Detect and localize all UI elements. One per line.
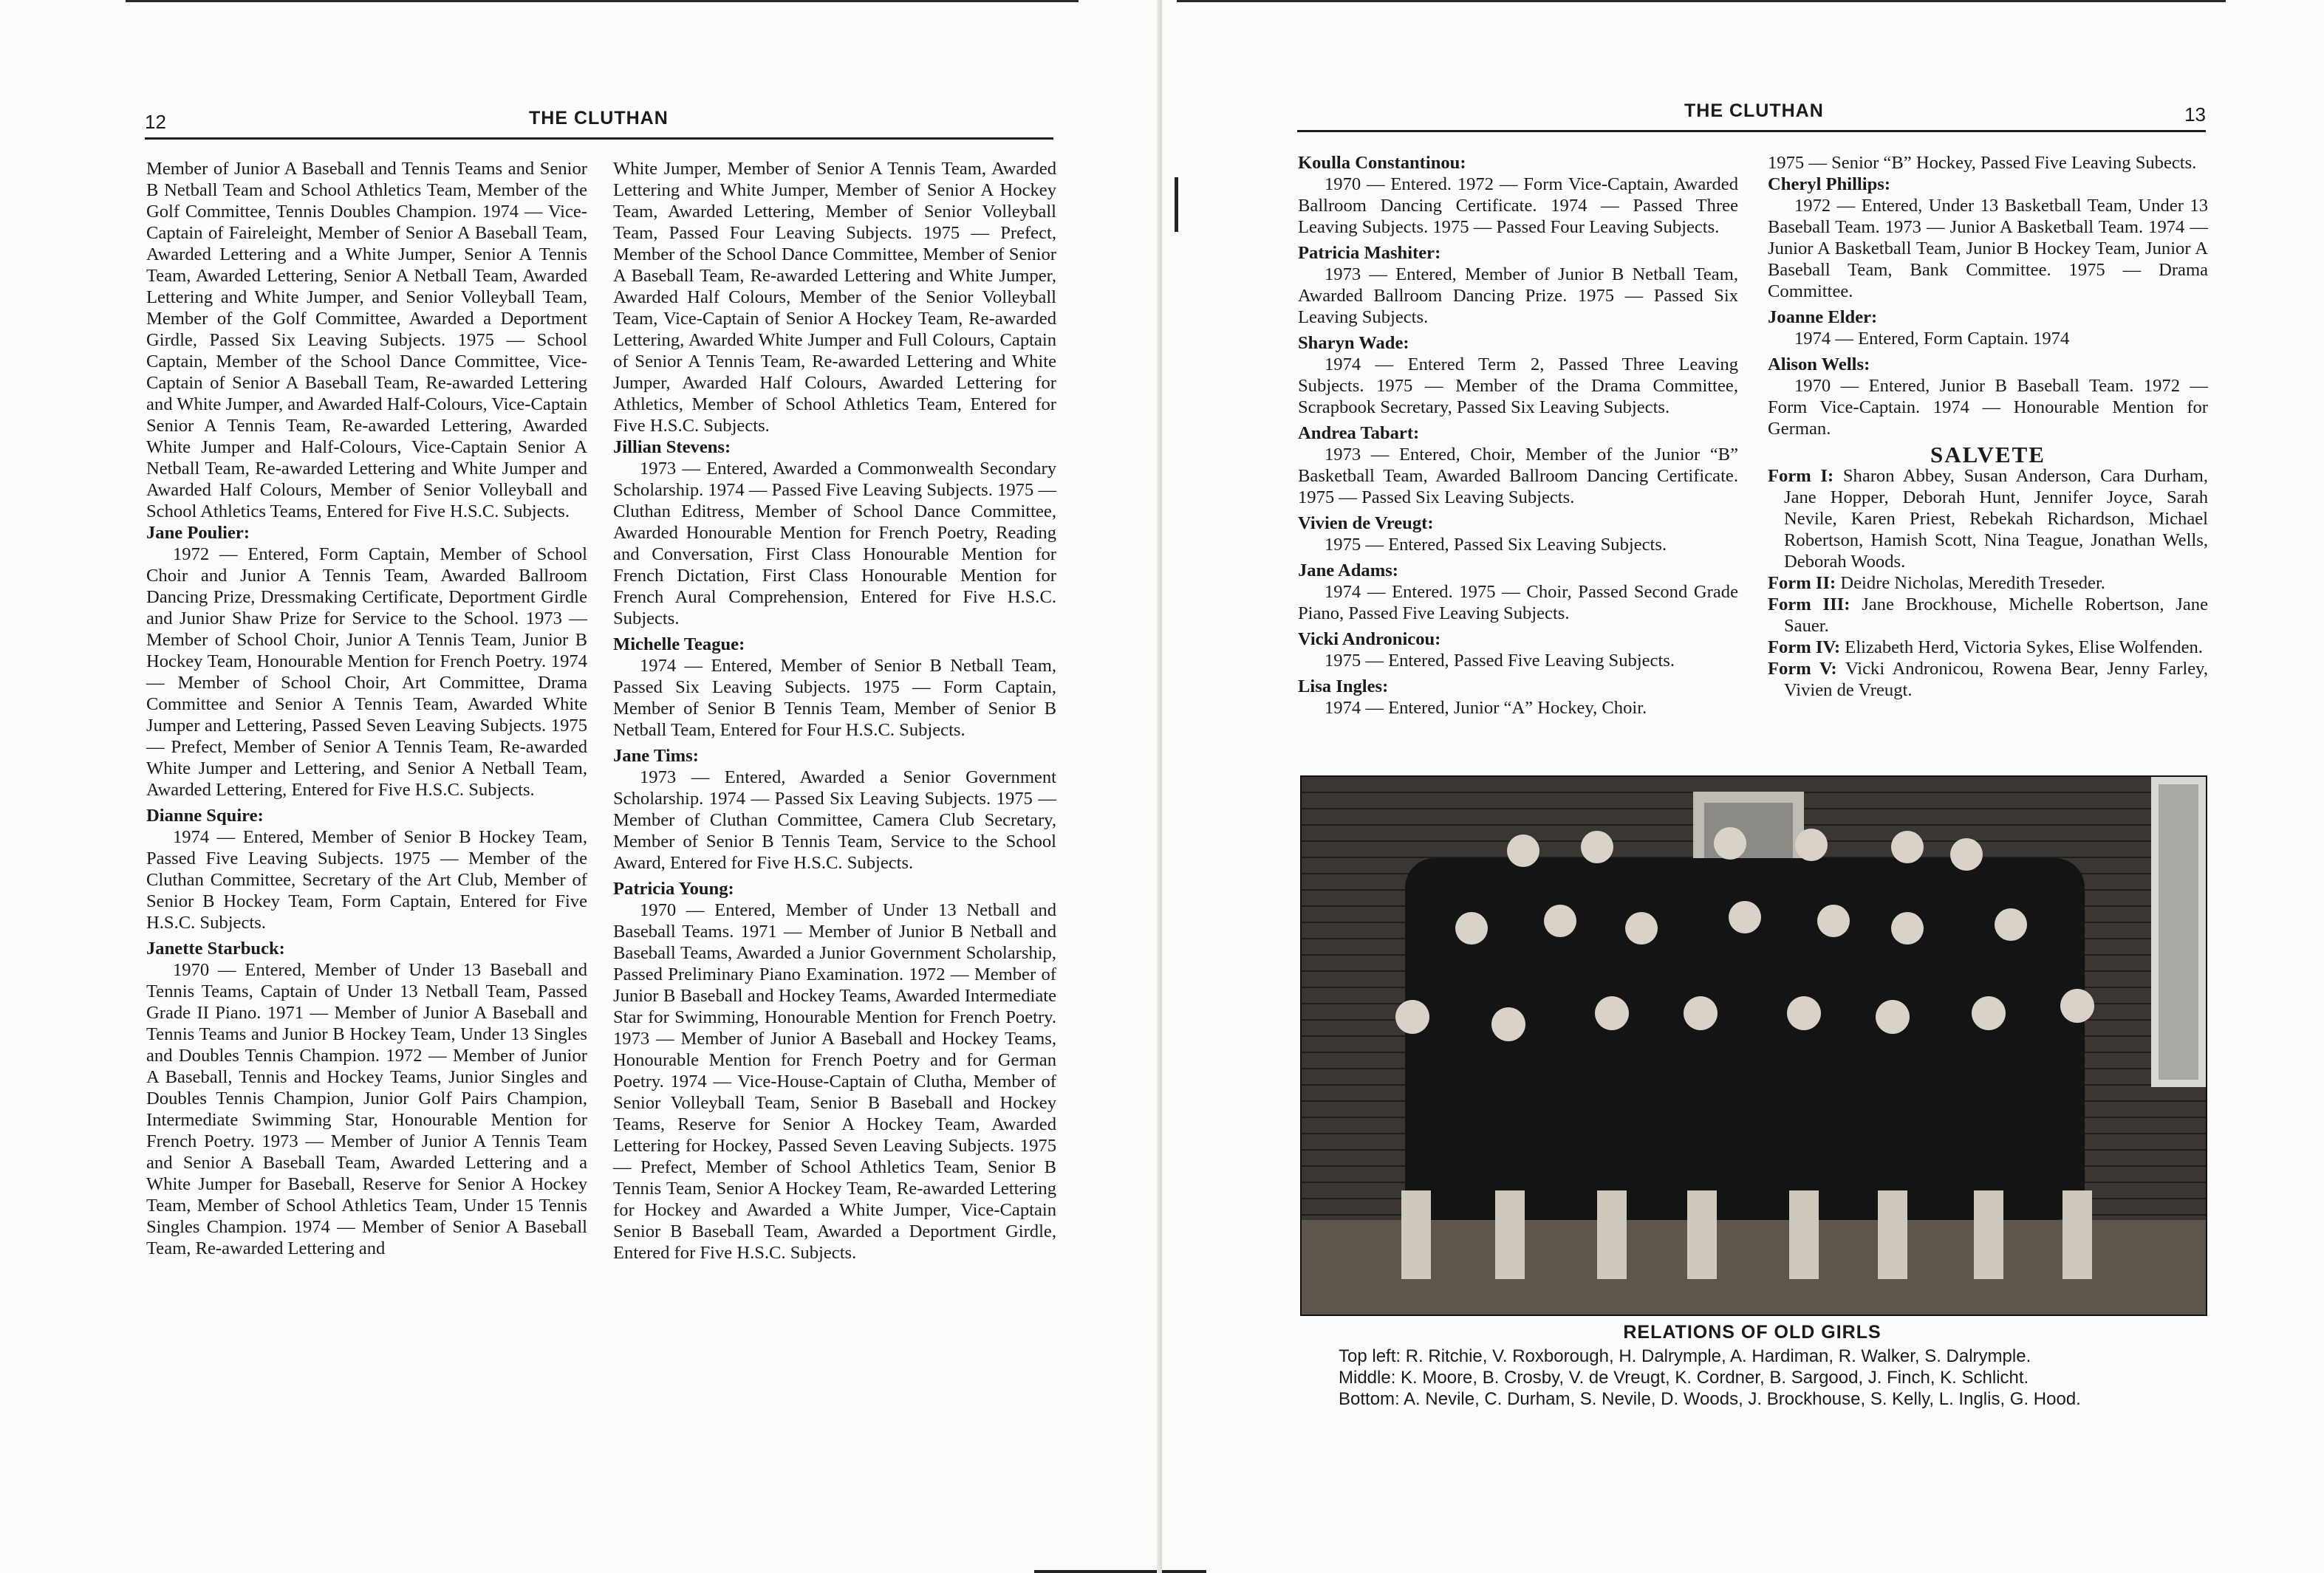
salvete-form-line [1768,637,2208,658]
entry-name: Janette Starbuck: [146,939,285,959]
entry-block [1298,628,1738,671]
photo-caption-title: RELATIONS OF OLD GIRLS [1623,1322,1882,1343]
form-names: Deidre Nicholas, Meredith Treseder. [1840,573,2105,593]
entry-name: Vivien de Vreugt: [1298,513,1434,533]
entry-name: Vicki Andronicou: [1298,629,1441,649]
entry-block [1298,242,1738,328]
entry-text: 1970 — Entered, Member of Under 13 Baseball and Tennis Teams, Captain of Under 13 Netball Team, Passed Grade II Piano. 1971 — Member of Junior A Baseball and Tennis Teams and Junior B Hockey Team, Under 13 Singles and Doubles Tennis Champion. 1972 — Member of Junior A Baseball, Tennis and Hockey Teams, Junior Singles and Doubles Tennis Champion, Junior Golf Pairs Champion, Intermediate Swimming Star, Honourable Mention for French Poetry. 1973 — Member of Junior A Tennis Team and Senior A Baseball Team, Awarded Lettering and a White Jumper for Baseball, Reserve for Senior A Hockey Team, Member of School Athletics Team, Under 15 Tennis Singles Champion. 1974 — Member of Senior A Baseball Team, Re-awarded Lettering and [146,960,587,1258]
entry-text: 1973 — Entered, Choir, Member of the Junior “B” Basketball Team, Awarded Ballroom Dancing Certificate. 1975 — Passed Six Leaving Subjects. [1298,445,1738,507]
entry-block [1298,513,1738,555]
entry-text: 1974 — Entered, Member of Senior B Hockey Team, Passed Five Leaving Subjects. 1975 — Member of the Cluthan Committee, Secretary of the Art Club, Member of Senior B Hockey Team, Form Captain, Entered for Five H.S.C. Subjects. [146,827,587,933]
form-names: Vicki Andronicou, Rowena Bear, Jenny Farley, Vivien de Vreugt. [1784,659,2208,700]
salvete-heading: SALVETE [1930,442,2046,467]
entry-text: 1975 — Entered, Passed Six Leaving Subjects. [1325,535,1667,555]
entry-text: 1970 — Entered, Junior B Baseball Team. 1972 — Form Vice-Captain. 1974 — Honourable Mention for German. [1768,376,2208,439]
caption-line: Middle: K. Moore, B. Crosby, V. de Vreugt, K. Cordner, B. Sargood, J. Finch, K. Schlicht. [1339,1368,2029,1388]
page-header-left [145,108,1053,140]
entry-name: Andrea Tabart: [1298,423,1420,443]
form-names: Sharon Abbey, Susan Anderson, Cara Durham, Jane Hopper, Deborah Hunt, Jennifer Joyce, Sarah Nevile, Karen Priest, Rebekah Richardson, Michael Robertson, Hamish Scott, Nina Teague, Jonathan Wells, Deborah Woods. [1784,466,2208,572]
entry-name: Patricia Mashiter: [1298,243,1441,263]
form-label: Form III: [1768,594,1850,614]
entry-text: 1970 — Entered. 1972 — Form Vice-Captain, Awarded Ballroom Dancing Certificate. 1974 — Passed Three Leaving Subjects. 1975 — Passed Four Leaving Subjects. [1298,174,1738,237]
entry-name: Patricia Young: [613,879,734,899]
entry-text: 1974 — Entered, Junior “A” Hockey, Choir. [1325,698,1647,718]
caption-line: Top left: R. Ritchie, V. Roxborough, H. Dalrymple, A. Hardiman, R. Walker, S. Dalrymple. [1339,1346,2031,1366]
entry-block [613,634,1056,741]
entry-text: 1970 — Entered, Member of Under 13 Netball and Baseball Teams. 1971 — Member of Junior B Netball and Baseball Teams, Awarded a Junior Government Scholarship, Passed Preliminary Piano Examination. 1972 — Member of Junior B Baseball and Hockey Teams, Awarded Intermediate Star for Swimming, Honourable Mention for French Poetry. 1973 — Member of Junior A Baseball and Hockey Teams, Honourable Mention for French Poetry and for German Poetry. 1974 — Vice-House-Captain of Clutha, Member of Senior Volleyball Team, Senior B Baseball and Hockey Teams, Reserve for Senior A Hockey Team, Awarded Lettering for Hockey, Passed Seven Leaving Subjects. 1975 — Prefect, Member of School Athletics Team, Senior B Tennis Team, Senior A Hockey Team, Re-awarded Lettering for Hockey and Awarded a White Jumper, Vice-Captain Senior B Baseball Team, Awarded a Deportment Girdle, Entered for Five H.S.C. Subjects. [613,900,1056,1263]
entry-name: Joanne Elder: [1768,307,1878,327]
top-edge-rule [1177,0,2226,2]
running-head: THE CLUTHAN [1684,100,1824,121]
entry-block [1768,306,2208,349]
entry-name: Michelle Teague: [613,634,745,654]
entry-block [1298,560,1738,624]
crop-mark [1175,177,1178,232]
top-edge-rule [126,0,1079,2]
bottom-edge-rule [1162,1570,1206,1573]
form-names: Elizabeth Herd, Victoria Sykes, Elise Wolfenden. [1845,637,2203,657]
entry-text: 1973 — Entered, Awarded a Commonwealth Secondary Scholarship. 1974 — Passed Five Leaving Subjects. 1975 — Cluthan Editress, Member of School Dance Committee, Awarded Honourable Mention for French Poetry, Reading and Conversation, First Class Honourable Mention for French Dictation, First Class Honourable Mention for French Aural Comprehension, Entered for Five H.S.C. Subjects. [613,459,1056,628]
entry-block [146,805,587,933]
form-names: Jane Brockhouse, Michelle Robertson, Jane Sauer. [1784,594,2208,636]
entry-name: Alison Wells: [1768,354,1870,374]
group-photo-illustration [1302,777,2206,1315]
left-column-1 [146,158,587,1264]
page-header-right [1297,100,2206,132]
page-number: 12 [145,111,166,133]
entry-text: 1972 — Entered, Form Captain, Member of School Choir and Junior A Tennis Team, Awarded Ballroom Dancing Prize, Dressmaking Certificate, Deportment Girdle and Junior Shaw Prize for Service to the School. 1973 — Member of School Choir, Junior A Tennis Team, Junior B Hockey Team, Honourable Mention for French Poetry. 1974 — Member of School Choir, Art Committee, Drama Committee and Senior A Tennis Team, Awarded White Jumper and Lettering, Passed Seven Leaving Subjects. 1975 — Prefect, Member of Senior A Tennis Team, Re-awarded White Jumper and Lettering, and Senior A Netball Team, Awarded Lettering, Entered for Five H.S.C. Subjects. [146,544,587,800]
entry-name: Jane Adams: [1298,561,1398,580]
left-column-2 [613,158,1056,1268]
entry-block [613,878,1056,1264]
entry-continuation: White Jumper, Member of Senior A Tennis Team, Awarded Lettering and White Jumper, Member of Senior A Hockey Team, Awarded Lettering, Member of Senior Volleyball Team, Passed Four Leaving Subjects. 1975 — Prefect, Member of the School Dance Committee, Member of Senior A Baseball Team, Re-awarded Lettering and White Jumper, Awarded Half Colours, Member of the Senior Volleyball Team, Vice-Captain of Senior A Hockey Team, Re-awarded Lettering, Awarded White Jumper and Full Colours, Captain of Senior A Tennis Team, Re-awarded Lettering and White Jumper, Awarded Half Colours, Awarded Lettering for Athletics, Member of School Athletics Team, Entered for Five H.S.C. Subjects. [613,159,1056,436]
entry-block [1768,354,2208,439]
entry-block [146,522,587,801]
entry-name: Lisa Ingles: [1298,676,1389,696]
entry-name: Dianne Squire: [146,806,264,826]
entry-text: 1974 — Entered Term 2, Passed Three Leaving Subjects. 1975 — Member of the Drama Committee, Scrapbook Secretary, Passed Six Leaving Subjects. [1298,354,1738,417]
form-label: Form V: [1768,659,1837,679]
entry-block [613,745,1056,874]
group-photo [1300,775,2207,1316]
entry-text: 1974 — Entered, Form Captain. 1974 [1794,329,2070,349]
caption-line: Bottom: A. Nevile, C. Durham, S. Nevile, D. Woods, J. Brockhouse, S. Kelly, L. Inglis, G. Hood. [1339,1389,2081,1409]
entry-block [1298,332,1738,418]
entry-continuation: 1975 — Senior “B” Hockey, Passed Five Leaving Subects. [1768,153,2197,173]
entry-text: 1972 — Entered, Under 13 Basketball Team, Under 13 Baseball Team. 1973 — Junior A Basketball Team. 1974 — Junior A Basketball Team, Junior B Hockey Team, Junior A Baseball Team, Bank Committee. 1975 — Drama Committee. [1768,196,2208,301]
entry-text: 1974 — Entered. 1975 — Choir, Passed Second Grade Piano, Passed Five Leaving Subjects. [1298,582,1738,623]
entry-text: 1973 — Entered, Member of Junior B Netball Team, Awarded Ballroom Dancing Prize. 1975 — Passed Six Leaving Subjects. [1298,264,1738,327]
entry-block [146,938,587,1259]
entry-block [1768,174,2208,302]
form-label: Form I: [1768,466,1834,486]
right-column-2 [1768,152,2208,701]
salvete-form-line [1768,594,2208,637]
bottom-edge-rule [1034,1570,1162,1573]
entry-block [1298,422,1738,508]
form-label: Form II: [1768,573,1836,593]
entry-block [613,436,1056,629]
entry-block [1298,676,1738,719]
entry-name: Cheryl Phillips: [1768,174,1891,194]
right-column-1 [1298,152,1738,723]
salvete-form-line [1768,658,2208,701]
photo-caption [1339,1346,2195,1410]
entry-block [1298,152,1738,238]
entry-continuation: Member of Junior A Baseball and Tennis Teams and Senior B Netball Team and School Athletics Team, Member of the Golf Committee, Tennis Doubles Champion. 1974 — Vice-Captain of Faireleight, Member of Senior A Baseball Team, Awarded Lettering and a White Jumper, Senior A Tennis Team, Awarded Lettering, Senior A Netball Team, Awarded Lettering and White Jumper, and Senior Volleyball Team, Member of the Golf Committee, Awarded a Deportment Girdle, Passed Six Leaving Subjects. 1975 — School Captain, Member of the School Dance Committee, Vice-Captain of Senior A Baseball Team, Re-awarded Lettering and White Jumper, and Awarded Half-Colours, Vice-Captain Senior A Tennis Team, Re-awarded Lettering, Awarded White Jumper and Half-Colours, Vice-Captain Senior A Netball Team, Re-awarded Lettering and White Jumper and Awarded Half Colours, Member of Senior Volleyball and School Athletics Teams, Entered for Five H.S.C. Subjects. [146,159,587,521]
entry-text: 1974 — Entered, Member of Senior B Netball Team, Passed Six Leaving Subjects. 1975 — Form Captain, Member of Senior B Tennis Team, Member of Senior B Netball Team, Entered for Four H.S.C. Subjects. [613,656,1056,740]
form-label: Form IV: [1768,637,1841,657]
salvete-form-line [1768,465,2208,572]
entry-name: Jillian Stevens: [613,437,731,457]
entry-name: Jane Poulier: [146,523,250,543]
salvete-form-line [1768,572,2208,594]
running-head: THE CLUTHAN [529,108,669,128]
entry-name: Jane Tims: [613,746,699,766]
entry-text: 1973 — Entered, Awarded a Senior Government Scholarship. 1974 — Passed Six Leaving Subjects. 1975 — Member of Cluthan Committee, Camera Club Secretary, Member of Senior B Tennis Team, Service to the School Award, Entered for Five H.S.C. Subjects. [613,767,1056,873]
entry-name: Sharyn Wade: [1298,333,1409,353]
page-number: 13 [2184,103,2206,126]
entry-text: 1975 — Entered, Passed Five Leaving Subjects. [1325,651,1675,671]
entry-name: Koulla Constantinou: [1298,153,1466,173]
